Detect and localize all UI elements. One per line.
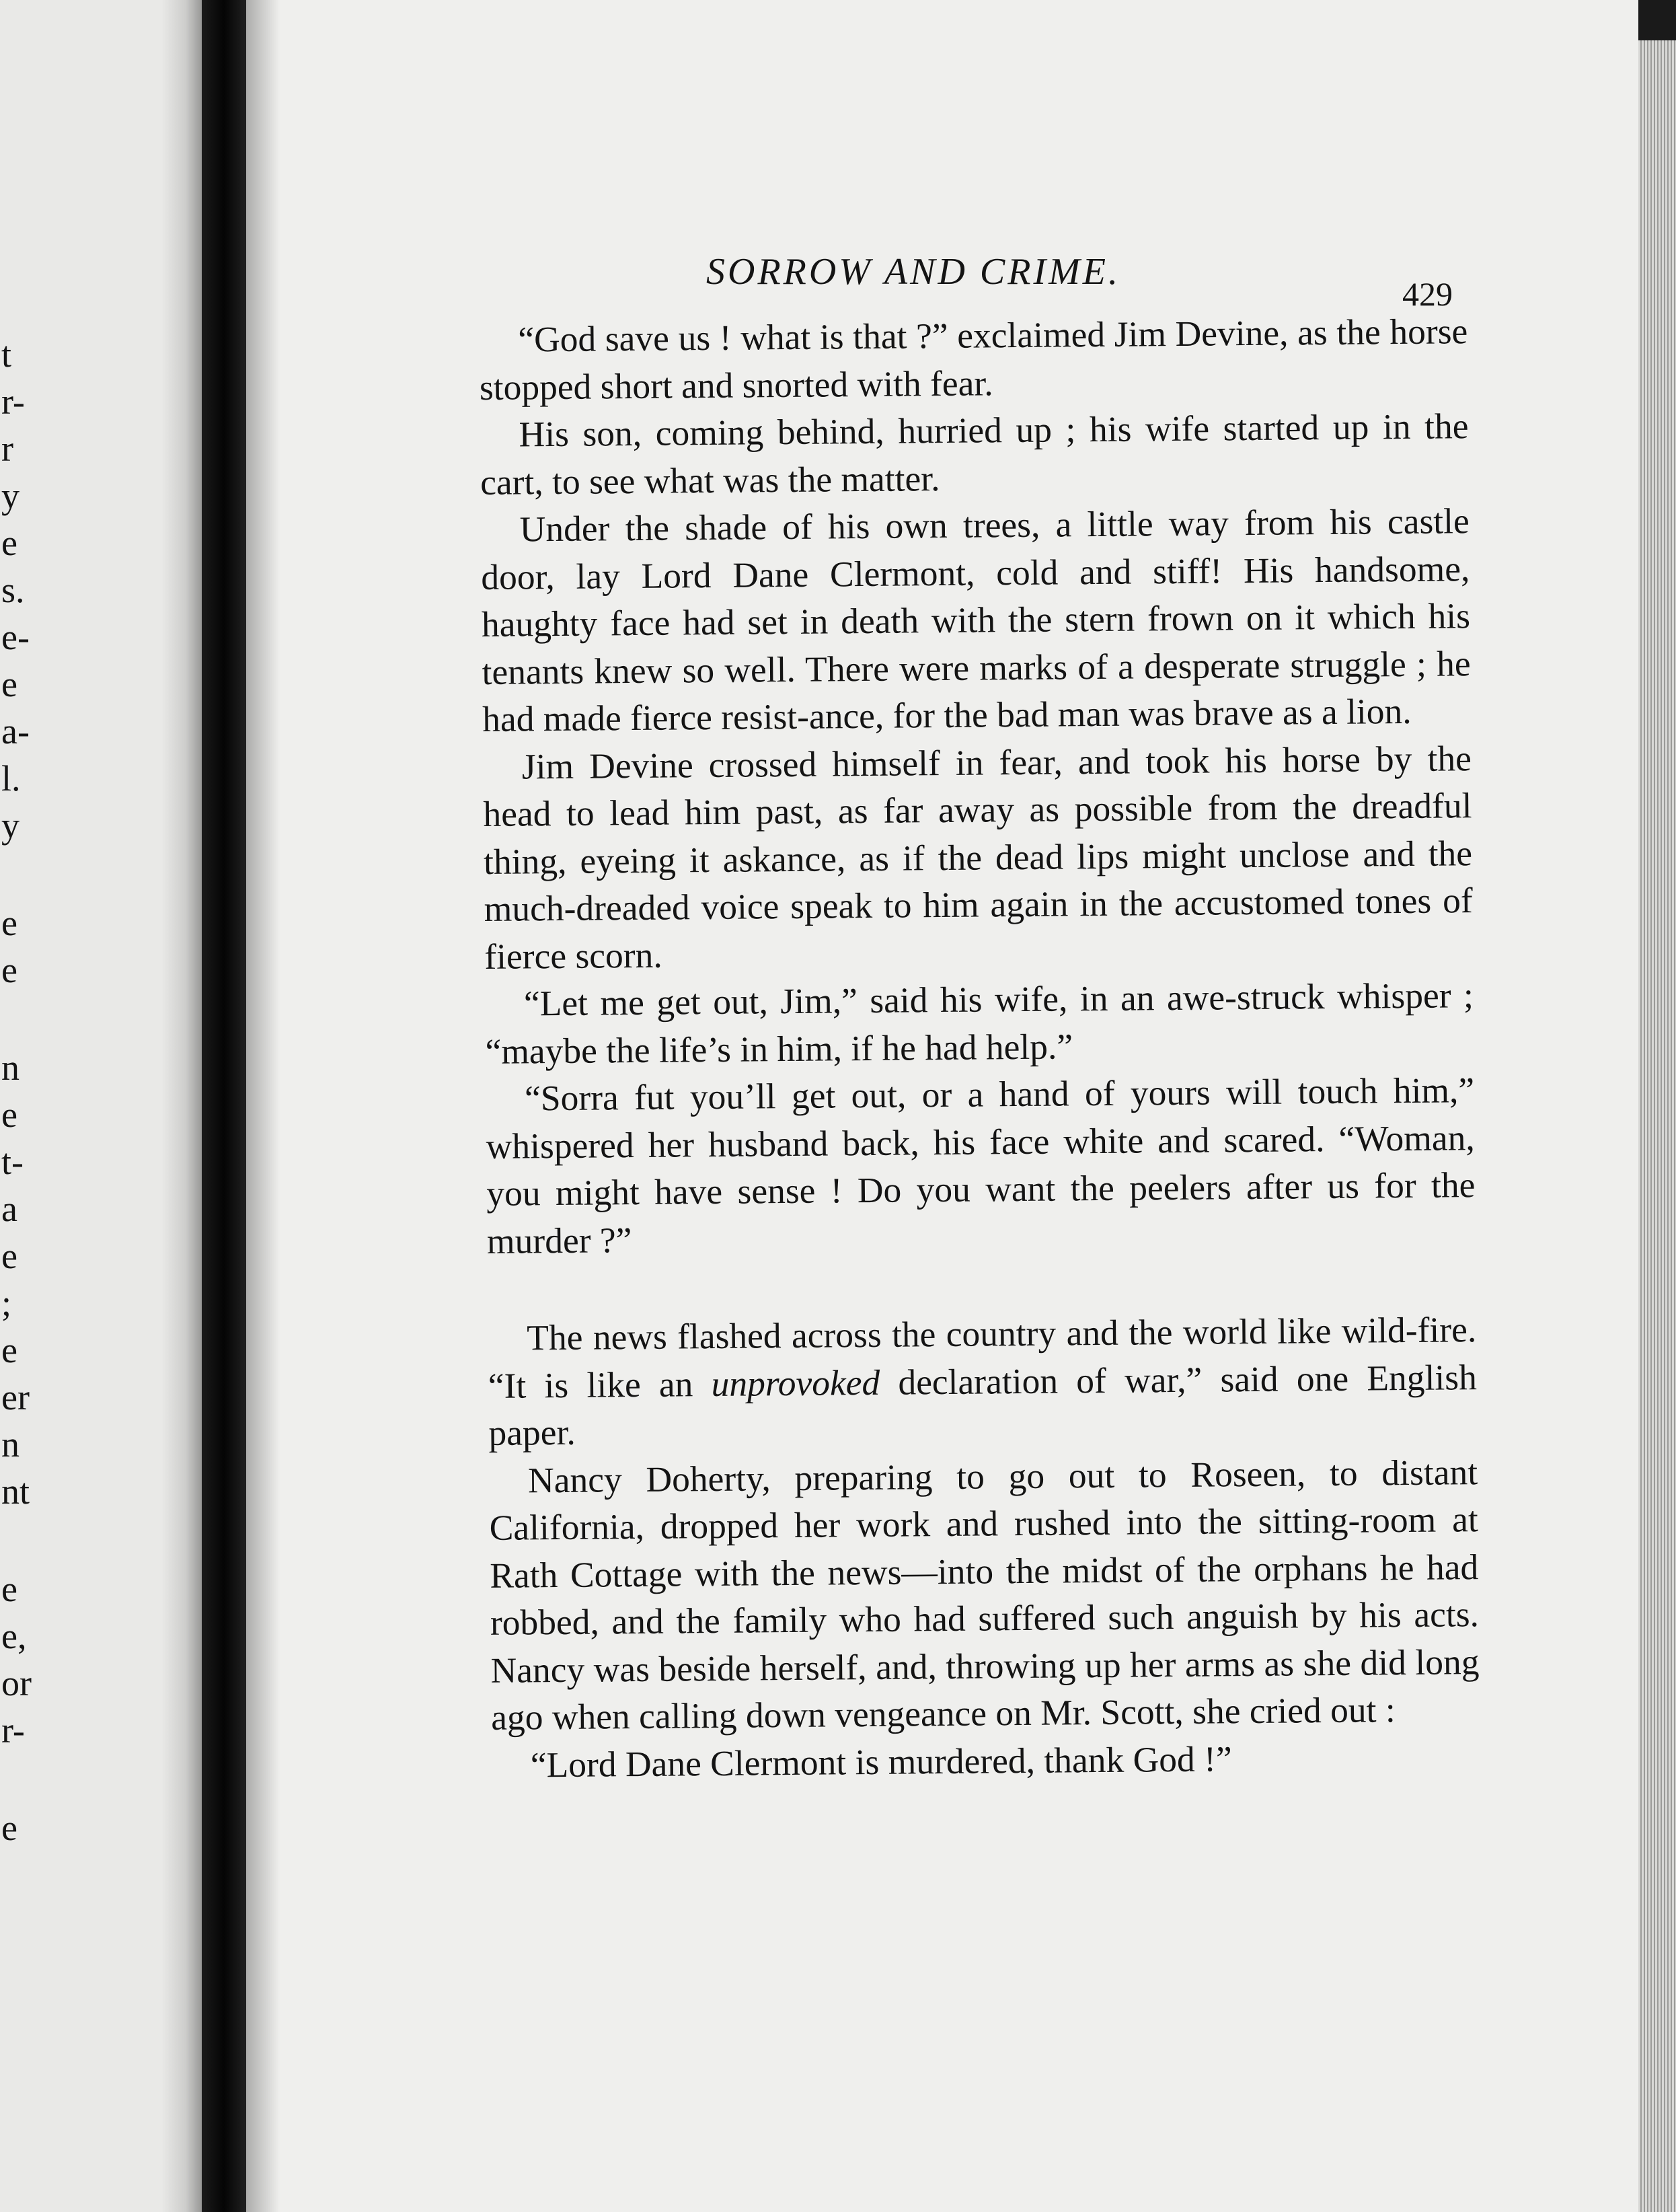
italic-emphasis: unprovoked <box>711 1362 880 1404</box>
book-binding <box>202 0 246 2212</box>
previous-page-fragment: e <box>1 1808 17 1848</box>
previous-page-fragment: ; <box>1 1283 12 1323</box>
previous-page-fragment: y <box>1 805 20 846</box>
previous-page-fragment: e <box>1 1569 17 1609</box>
previous-page-fragment: t <box>1 334 12 375</box>
previous-page-fragment: e <box>1 523 17 563</box>
paragraph: “Sorra fut you’ll get out, or a hand of yours will touch him,” whispered her husband back, his face white and scared. “Woman, you might have sense ! Do you want the peelers after us for the murder ?” <box>486 1070 1476 1261</box>
previous-page-fragment: e <box>1 1236 17 1276</box>
body-text <box>479 307 1480 1789</box>
paragraph: His son, coming behind, hurried up ; his wife started up in the cart, to see what was the matter. <box>480 406 1469 503</box>
paragraph: “God save us ! what is that ?” exclaimed Jim Devine, as the horse stopped short and snorted with fear. <box>479 311 1468 408</box>
previous-page-fragment: e- <box>1 617 30 657</box>
previous-page-fragment: e <box>1 903 17 943</box>
previous-page-fragment: e <box>1 664 17 704</box>
previous-page-fragment: r <box>1 429 13 469</box>
previous-page-fragment: or <box>1 1663 32 1703</box>
previous-page-fragment: er <box>1 1377 30 1417</box>
page-number: 429 <box>1402 275 1453 313</box>
page-edges-top <box>1638 0 1676 40</box>
previous-page-fragment: t- <box>1 1142 24 1182</box>
paragraph: “Lord Dane Clermont is murdered, thank God !” <box>530 1738 1232 1785</box>
previous-page-edge <box>0 0 202 2212</box>
page-inner-shadow <box>246 0 280 2212</box>
page-edges <box>1638 40 1676 2212</box>
paragraph: “Let me get out, Jim,” said his wife, in an awe-struck whisper ; “maybe the life’s in him, if he had help.” <box>485 975 1474 1072</box>
previous-page-fragment: e <box>1 1095 17 1135</box>
previous-page-fragment: e, <box>1 1616 27 1656</box>
previous-page-fragment: y <box>1 476 20 516</box>
previous-page-fragment: r- <box>1 381 25 422</box>
news-paragraph <box>488 1306 1478 1457</box>
previous-page-fragment: s. <box>1 570 25 610</box>
paragraph: Nancy Doherty, preparing to go out to Roseen, to distant California, dropped her work and rushed into the sitting-room at Rath Cottage with the news—into the midst of the orphans he had robbed, and the family who had suffered such anguish by his acts. Nancy was beside herself, and, throwing up her arms as she did long ago when calling down vengeance on Mr. Scott, she cried out : <box>489 1451 1480 1738</box>
previous-page-fragment: a- <box>1 711 30 751</box>
running-head: SORROW AND CRIME. <box>706 251 1120 293</box>
paragraph: Under the shade of his own trees, a little way from his castle door, lay Lord Dane Clermont, cold and stiff! His handsome, haughty face had set in death with the stern frown on it which his tenants knew so well. There were marks of a desperate struggle ; he had made fierce resist-ance, for the bad man was brave as a lion. <box>481 501 1471 739</box>
previous-page-fragment: r- <box>1 1710 25 1750</box>
previous-page-fragment: n <box>1 1424 20 1465</box>
news-text-start: The news flashed across the country and the world like wild-fire. “It is like an <box>488 1309 1477 1406</box>
paragraph: Jim Devine crossed himself in fear, and took his horse by the head to lead him past, as far away as possible from the dreadful thing, eyeing it askance, as if the dead lips might unclose and the much-dreaded voice speak to him again in the accustomed tones of fierce scorn. <box>483 737 1473 977</box>
previous-page-fragment: nt <box>1 1471 30 1512</box>
news-text-end: declaration of war,” said one English paper. <box>488 1356 1478 1453</box>
previous-page-fragment: e <box>1 950 17 990</box>
gutter-shadow <box>161 0 202 2212</box>
previous-page-fragment: n <box>1 1047 20 1088</box>
previous-page-fragment: l. <box>1 758 21 799</box>
previous-page-fragment: e <box>1 1330 17 1370</box>
previous-page-fragment: a <box>1 1189 17 1229</box>
